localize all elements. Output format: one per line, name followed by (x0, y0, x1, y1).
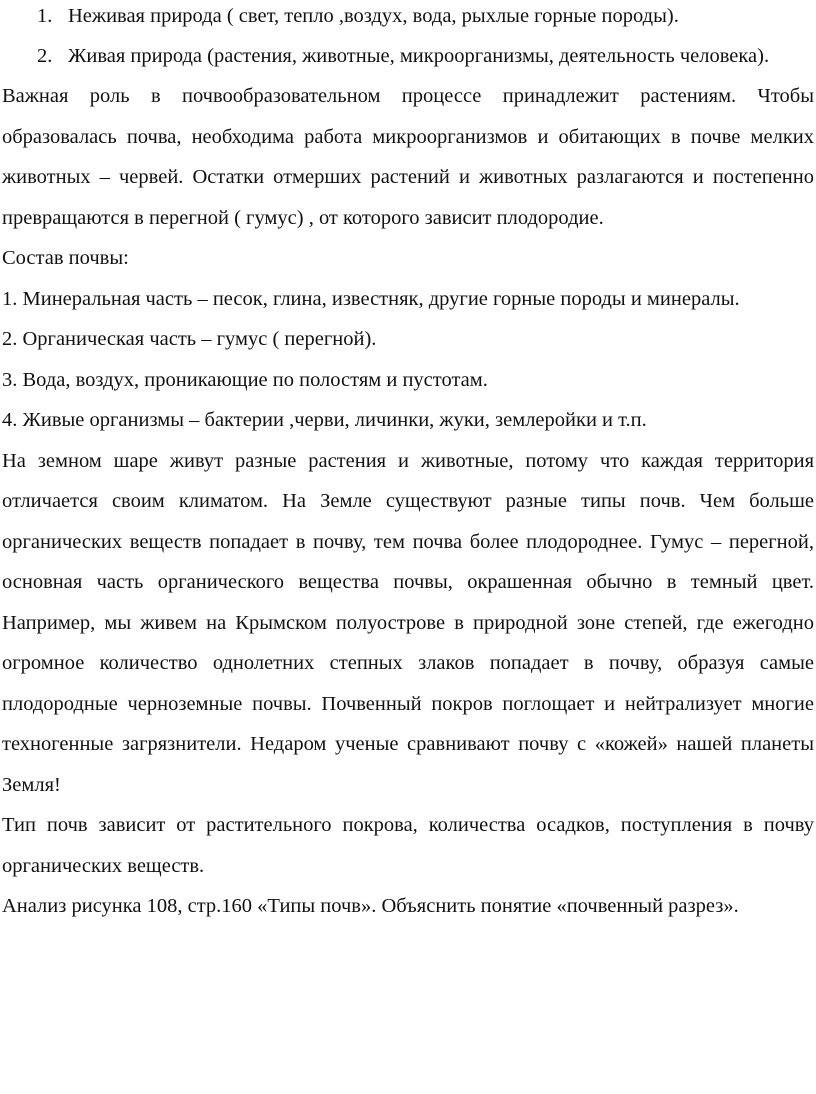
paragraph-plants-role: Важная роль в почвообразовательном процессе принадлежит растениям. Чтобы образовалась почва, необходима работа микроорганизмов и обитающих в почве мелких животных – червей. Остатки отмерших растений и животных разлагаются и постепенно превращаются в перегной ( гумус) , от которого зависит плодородие. (2, 85, 814, 229)
list-item-number: 1. (37, 5, 53, 27)
natural-factors-list (2, 0, 814, 76)
soil-composition-heading: Состав почвы: (2, 247, 129, 269)
paragraph-assignment: Анализ рисунка 108, стр.160 «Типы почв». Объяснить понятие «почвенный разрез». (2, 895, 739, 917)
list-item-text: Неживая природа ( свет, тепло ,воздух, вода, рыхлые горные породы). (68, 5, 679, 27)
list-item-text: Живая природа (растения, животные, микроорганизмы, деятельность человека). (68, 45, 770, 67)
list-item-number: 2. (37, 45, 53, 67)
composition-item-water-air: 3. Вода, воздух, проникающие по полостям и пустотам. (2, 368, 488, 391)
composition-item-mineral: 1. Минеральная часть – песок, глина, известняк, другие горные породы и минералы. (2, 287, 740, 310)
list-item (2, 0, 814, 36)
paragraph-soil-types: На земном шаре живут разные растения и животные, потому что каждая территория отличается своим климатом. На Земле существуют разные типы почв. Чем больше органических веществ попадает в почву, тем почва более плодороднее. Гумус – перегной, основная часть органического вещества почвы, окрашенная обычно в темный цвет. Например, мы живем на Крымском полуострове в природной зоне степей, где ежегодно огромное количество однолетних степных злаков попадает в почву, образуя самые плодородные черноземные почвы. Почвенный покров поглощает и нейтрализует многие техногенные загрязнители. Недаром ученые сравнивают почву с «кожей» нашей планеты Земля! (2, 449, 814, 796)
composition-item-organisms: 4. Живые организмы – бактерии ,черви, личинки, жуки, землеройки и т.п. (2, 409, 647, 431)
list-item (2, 36, 814, 76)
paragraph-soil-type-factors: Тип почв зависит от растительного покрова, количества осадков, поступления в почву органических веществ. (2, 814, 814, 877)
composition-item-organic: 2. Органическая часть – гумус ( перегной). (2, 328, 377, 350)
